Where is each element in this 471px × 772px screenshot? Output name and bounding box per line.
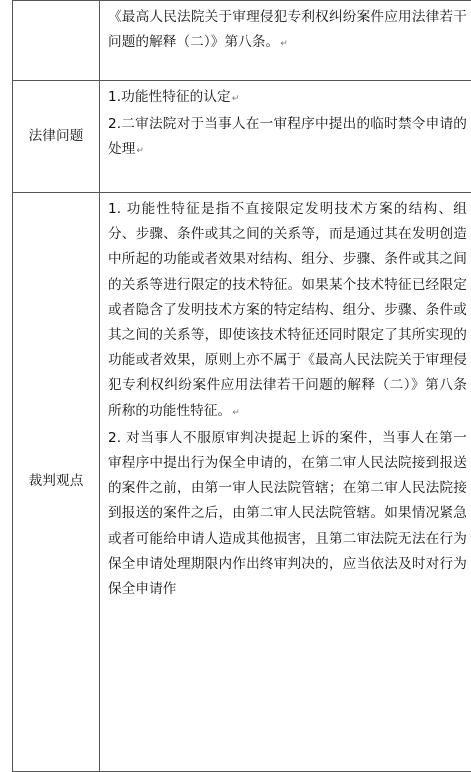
paragraph-mark-icon: ↵ bbox=[232, 408, 240, 418]
row-label: 裁判观点 bbox=[13, 193, 100, 772]
paragraph-mark-icon: ↵ bbox=[280, 39, 288, 49]
paragraph: 1. 功能性特征是指不直接限定发明技术方案的结构、组分、步骤、条件或其之间的关系等，而是通过其在发明创造中所起的功能或者效果对结构、组分、步骤、条件或其之间的关系等进行限定的技术特征。如果某个技术特征已经限定或者隐含了发明技术方案的特定结构、组分、步骤、条件或其之间的关系等，即使该技术特征还同时限定了其所实现的功能或者效果，原则上亦不属于《最高人民法院关于审理侵犯专利权纠纷案件应用法律若干问题的解释（二）》第八条所称的功能性特征。↵ bbox=[108, 197, 467, 426]
table-row-holdings bbox=[13, 193, 471, 772]
row-content bbox=[100, 1, 471, 81]
row-content bbox=[100, 81, 471, 193]
table-row-legal-basis bbox=[13, 1, 471, 81]
row-label bbox=[13, 1, 100, 81]
table-row-legal-issues bbox=[13, 81, 471, 193]
paragraph: 2.二审法院对于当事人在一审程序中提出的临时禁令申请的处理↵ bbox=[108, 112, 467, 164]
paragraph-mark-icon: ↵ bbox=[232, 94, 240, 104]
paragraph: 1.功能性特征的认定↵ bbox=[108, 85, 467, 112]
paragraph: 《最高人民法院关于审理侵犯专利权纠纷案件应用法律若干问题的解释（二）》第八条。↵ bbox=[108, 5, 467, 57]
row-content bbox=[100, 193, 471, 772]
row-label: 法律问题 bbox=[13, 81, 100, 193]
paragraph-mark-icon: ↵ bbox=[136, 146, 144, 156]
case-info-table bbox=[12, 0, 471, 772]
paragraph: 2. 对当事人不服原审判决提起上诉的案件，当事人在第一审程序中提出行为保全申请的，在第二审人民法院接到报送的案件之前，由第一审人民法院管辖；在第二审人民法院接到报送的案件之后，由第二审人民法院管辖。如果情况紧急或者可能给申请人造成其他损害，且第二审法院无法在行为保全申请处理期限内作出终审判决的，应当依法及时对行为保全申请作 bbox=[108, 426, 467, 602]
